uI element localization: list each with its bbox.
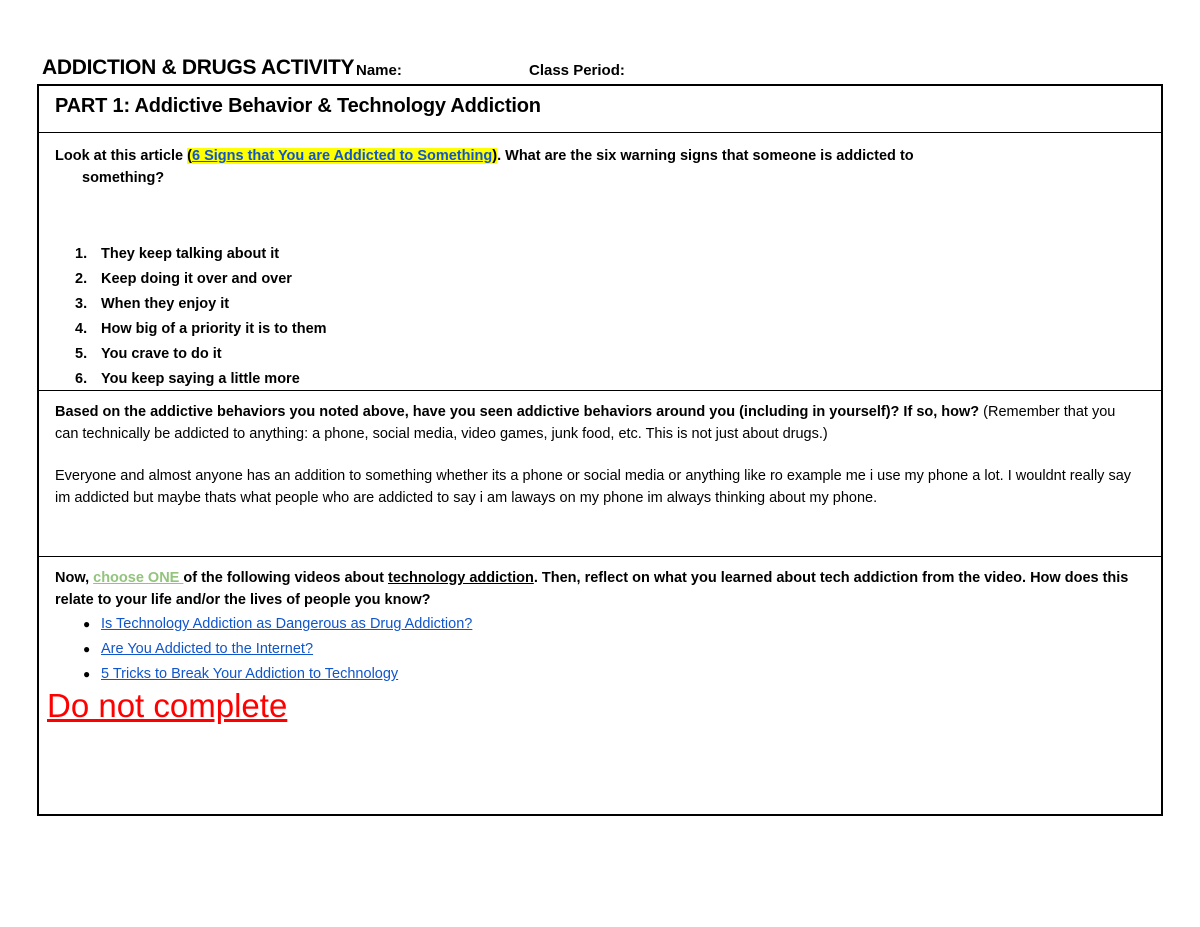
part1-title: PART 1: Addictive Behavior & Technology Addiction	[55, 95, 541, 117]
video-question	[55, 567, 1135, 611]
video-question-suffix: . Then, reflect on what you learned about tech addiction from the video. How does this relate to your life and/or the lives of people you know?	[55, 570, 1129, 608]
list-item	[55, 317, 327, 342]
list-item	[55, 267, 327, 292]
sign-text: When they enjoy it	[101, 296, 230, 312]
list-number: 6.	[75, 371, 88, 387]
do-not-complete-note: Do not complete	[47, 687, 288, 724]
choose-one-link[interactable]: choose ONE	[93, 570, 184, 586]
document-header	[42, 56, 625, 86]
sign-text: You keep saying a little more	[101, 371, 300, 387]
video-list	[83, 612, 472, 687]
student-answer[interactable]: Everyone and almost anyone has an addition to something whether its a phone or social media or anything like ro example me i use my phone a lot. I wouldnt really say im addicted but maybe thats what people who are addicted to say i am laways on my phone im always thinking about my phone.	[55, 468, 1132, 506]
list-item	[83, 637, 472, 662]
technology-addiction-text: technology addiction	[388, 570, 534, 586]
addictive-behaviors-row	[39, 390, 1161, 556]
article-question-prefix: Look at this article	[55, 148, 188, 164]
video-question-middle: of the following videos about	[183, 570, 388, 586]
paren-open: (	[187, 148, 192, 164]
class-period-label: Class Period:	[529, 62, 625, 79]
video-link[interactable]: Are You Addicted to the Internet?	[101, 641, 314, 657]
sign-text: You crave to do it	[101, 346, 222, 362]
video-link[interactable]: Is Technology Addiction as Dangerous as Drug Addiction?	[101, 616, 473, 632]
sign-text: They keep talking about it	[101, 246, 280, 262]
bullet-icon: ●	[83, 667, 91, 681]
sign-text: How big of a priority it is to them	[101, 321, 327, 337]
paren-close: )	[492, 148, 498, 164]
video-question-prefix: Now,	[55, 570, 94, 586]
worksheet-table	[37, 84, 1163, 816]
list-number: 3.	[75, 296, 88, 312]
list-item	[55, 342, 327, 367]
name-label: Name:	[356, 62, 402, 79]
list-number: 2.	[75, 271, 88, 287]
article-link[interactable]: 6 Signs that You are Addicted to Something	[192, 148, 493, 164]
warning-signs-list	[55, 242, 327, 392]
list-number: 4.	[75, 321, 88, 337]
article-question-suffix: . What are the six warning signs that someone is addicted to	[497, 148, 914, 164]
article-question	[55, 145, 1135, 189]
list-item	[55, 367, 327, 392]
bullet-icon: ●	[83, 642, 91, 656]
list-item	[83, 612, 472, 637]
document-title: ADDICTION & DRUGS ACTIVITY	[42, 56, 355, 79]
behaviors-question	[55, 401, 1135, 445]
article-question-continuation: something?	[82, 170, 165, 186]
behaviors-question-note: (Remember that you can technically be addicted to anything: a phone, social media, video games, junk food, etc. This is not just about drugs.)	[55, 404, 1116, 442]
list-number: 1.	[75, 246, 88, 262]
bullet-icon: ●	[83, 617, 91, 631]
list-item	[55, 292, 327, 317]
list-item	[83, 662, 472, 687]
video-link[interactable]: 5 Tricks to Break Your Addiction to Technology	[101, 666, 399, 682]
video-reflection-row	[39, 556, 1161, 814]
warning-signs-row	[39, 132, 1161, 390]
sign-text: Keep doing it over and over	[101, 271, 292, 287]
behaviors-question-bold: Based on the addictive behaviors you noted above, have you seen addictive behaviors around you (including in yourself)? If so, how?	[55, 404, 980, 420]
article-link-highlight	[187, 148, 497, 164]
part1-header-row	[39, 86, 1161, 132]
list-number: 5.	[75, 346, 88, 362]
list-item	[55, 242, 327, 267]
